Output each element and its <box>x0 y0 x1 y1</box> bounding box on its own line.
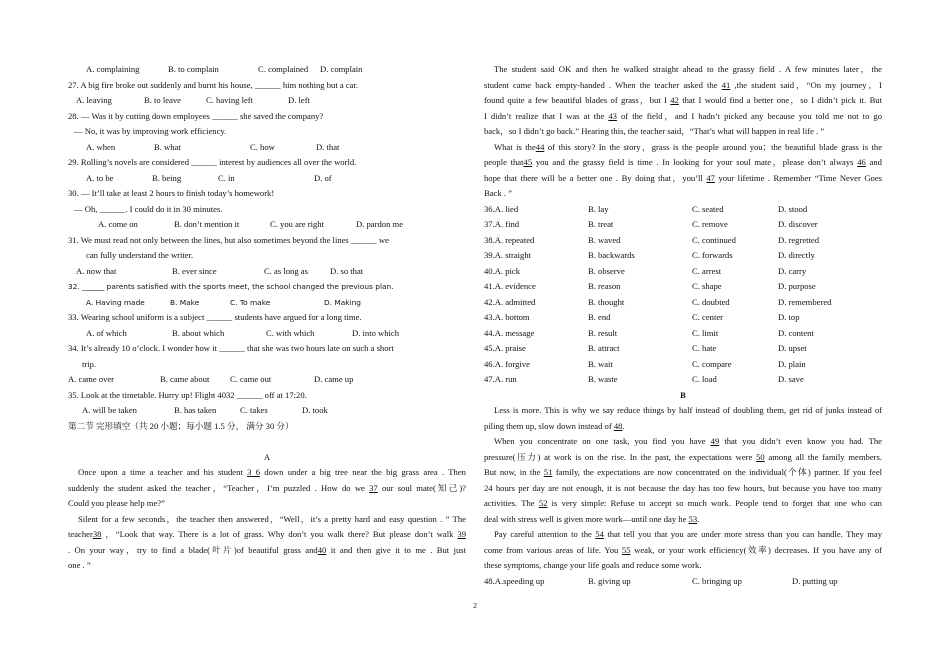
cloze-option: 43.A. bottom <box>484 312 530 322</box>
cloze-option: B. treat <box>588 219 614 229</box>
q35-options: A. will be taken B. has taken C. takes D. took <box>82 405 328 415</box>
cloze-option-row <box>484 326 882 342</box>
cloze-option: B. wait <box>588 358 613 369</box>
cloze-option-row <box>484 248 882 264</box>
cloze-option: B. waved <box>588 234 621 245</box>
q27-options: A. leaving B. to leave C. having left D. left <box>76 95 310 105</box>
cloze-option: 47.A. run <box>484 374 517 384</box>
cloze-option: B. reason <box>588 281 621 291</box>
passage-b-line: When you concentrate on one task, you find you have 49 that you didn’t even know you had. The <box>494 436 882 446</box>
cloze-option: C. arrest <box>692 265 722 276</box>
passage-a-cont-line: student came back empty-handed . When the teacher asked the 41 ,the student said，“On my journey，I <box>484 79 882 90</box>
passage-b-line: piling them up, slow down instead of 48. <box>484 420 625 431</box>
q33-options: A. of which B. about which C. with which D. into which <box>86 327 400 338</box>
passage-b-line: But now, in the 51 family, the expectations are now concentrated on the individual(个体) partner. If you feel <box>484 467 882 477</box>
cloze-option: C. limit <box>692 327 719 338</box>
q34-options: A. came over B. came about C. came out D. came up <box>68 374 354 384</box>
passage-b-line: pressure(压力) at work is on the rise. In the past, the expectations were 50 among all the family members. <box>484 451 882 462</box>
cloze-option: C. shape <box>692 281 722 291</box>
q34-stem: 34. It’s already 10 o’clock. I wonder how it ______ that she was two hours late on such a short <box>68 343 394 353</box>
cloze-option: D. top <box>778 312 800 322</box>
cloze-option-row <box>484 233 882 249</box>
cloze-option: 41.A. evidence <box>484 281 536 291</box>
q26-options: A. complaining B. to complain C. complained D. complain <box>86 64 363 74</box>
q29-stem: 29. Rolling’s novels are considered ______ interest by audiences all over the world. <box>68 157 357 167</box>
cloze-option: B. observe <box>588 265 625 276</box>
q31-cont: can fully understand the writer. <box>86 250 194 260</box>
cloze-option: C. forwards <box>692 250 733 260</box>
cloze-option: 46.A. forgive <box>484 358 530 369</box>
cloze-option: D. carry <box>778 265 807 276</box>
passage-b-line: deal with stress well is given more work—until one day he 53. <box>484 513 700 524</box>
cloze-option: C. hate <box>692 343 717 353</box>
passage-b-line: come from various areas of life. You 55 weak, or your work efficiency(效率) decreases. If you have any of <box>484 544 882 555</box>
q28-reply: — No, it was by improving work efficiency. <box>74 126 227 136</box>
passage-a-line: . On your way，try to find a blade(叶片)of beautiful grass and40 it and then give it to me . But just <box>68 544 466 555</box>
cloze-option-row <box>484 341 882 357</box>
cloze-option: D. regretted <box>778 234 820 245</box>
cloze-option-row <box>484 202 882 218</box>
q35-stem: 35. Look at the timetable. Hurry up! Flight 4032 ______ off at 17:20. <box>68 389 307 400</box>
cloze-option: B. end <box>588 312 611 322</box>
passage-a-cont-line: people that45 you and the grassy field is time . In looking for your soul mate，please don’t always 46 and <box>484 157 882 167</box>
cloze-option: B. backwards <box>588 250 635 260</box>
q31-stem: 31. We must read not only between the lines, but also sometimes beyond the lines ______ we <box>68 234 389 245</box>
cloze-option: 39.A. straight <box>484 250 532 260</box>
cloze-option: C. doubted <box>692 296 730 307</box>
cloze-option: B. waste <box>588 374 618 384</box>
cloze-option: 38.A. repeated <box>484 234 535 245</box>
q28-stem: 28. — Was it by cutting down employees ______ she saved the company? <box>68 110 324 121</box>
cloze-option: C. compare <box>692 358 732 369</box>
q31-options: A. now that B. ever since C. as long as D. so that <box>76 265 364 276</box>
cloze-option: 44.A. message <box>484 327 535 338</box>
passage-a-line: Silent for a few seconds，the teacher then answered，“Well，it’s a pretty hard and easy question . ” The <box>78 513 466 524</box>
cloze-option: C. load <box>692 374 717 384</box>
passage-a-cont-line: back，so I didn’t go back.” Hearing this, the teacher said，“That’s what will happen in real life . ” <box>484 126 825 136</box>
cloze-option-row <box>484 357 882 373</box>
cloze-option-row <box>484 295 882 311</box>
left-column <box>68 62 466 574</box>
cloze-option: C. continued <box>692 234 736 245</box>
cloze-option: B. attract <box>588 343 620 353</box>
right-column <box>484 62 882 589</box>
q32-options: A. Having made B. Make C. To make D. Making <box>86 297 362 307</box>
section-title: 第二节 完形填空（共 20 小题；每小题 1.5 分， 满分 30 分） <box>68 420 294 431</box>
passage-b-line: Pay careful attention to the 54 that tell you that you are under more stress than you can handle. They may <box>494 529 882 539</box>
cloze-options-table <box>484 202 882 388</box>
passage-a-label: A <box>263 451 271 462</box>
cloze-option: D. remembered <box>778 296 832 307</box>
cloze-option: D. save <box>778 374 804 384</box>
cloze-option: D. discover <box>778 219 818 229</box>
q27-stem: 27. A big fire broke out suddenly and burnt his house, ______ him nothing but a car. <box>68 79 359 90</box>
passage-b-label: B <box>680 389 686 400</box>
q48-options: 48.A.speeding up B. giving up C. bringing up D. putting up <box>484 575 838 586</box>
q30-options: A. come on B. don’t mention it C. you are right D. pardon me <box>98 219 404 229</box>
cloze-option-row <box>484 264 882 280</box>
passage-a-cont-line: The student said OK and then he walked straight ahead to the grassy field . A few minutes later，the <box>494 64 882 74</box>
cloze-option: D. upset <box>778 343 807 353</box>
cloze-option: 42.A. admitted <box>484 296 536 307</box>
passage-a-cont-line: Back . ” <box>484 188 512 198</box>
cloze-option-row <box>484 279 882 295</box>
cloze-option: 40.A. pick <box>484 265 521 276</box>
cloze-option: 45.A. praise <box>484 343 526 353</box>
cloze-option: D. stood <box>778 203 808 214</box>
q28-options: A. when B. what C. how D. that <box>86 141 340 152</box>
q34-cont: trip. <box>82 358 97 369</box>
q33-stem: 33. Wearing school uniform is a subject ______ students have argued for a long time. <box>68 312 362 322</box>
passage-b-line: these symptoms, change your life goals and reduce some work. <box>484 560 702 570</box>
cloze-option: C. center <box>692 312 724 322</box>
passage-a-line: Could you please help me?” <box>68 498 165 508</box>
cloze-option: C. seated <box>692 203 724 214</box>
cloze-option: B. thought <box>588 296 625 307</box>
cloze-option: 36.A. lied <box>484 203 519 214</box>
passage-a-cont-line: hope that there will be a better one . By doing that，you’ll 47 your lifetime . Remember “Time Never Goes <box>484 172 882 183</box>
cloze-option-row <box>484 217 882 233</box>
q30-stem: 30. — It’ll take at least 2 hours to finish today’s homework! <box>68 188 275 198</box>
passage-a-line: one . ” <box>68 560 91 570</box>
passage-b-line: Less is more. This is why we say reduce things by half instead of doubling them, get rid of junks instead of <box>494 405 882 415</box>
cloze-option: D. content <box>778 327 814 338</box>
passage-b-line: 24 hours per day are not enough, it is not because the day has too few hours, but because you have too many <box>484 482 882 493</box>
cloze-option: D. plain <box>778 358 806 369</box>
cloze-option: C. remove <box>692 219 728 229</box>
cloze-option: B. lay <box>588 203 609 214</box>
passage-a-cont-line: I didn’t realize that I was at the 43 of the field，and I hadn’t picked any because you told me not to go <box>484 110 882 121</box>
q32-stem: 32. ______ parents satisfied with the sports meet, the school changed the previous plan. <box>68 282 394 291</box>
cloze-option: 37.A. find <box>484 219 520 229</box>
passage-a-line: Once upon a time a teacher and his student 3 6 down under a big tree near the big grass area . Then <box>78 467 466 477</box>
cloze-option: B. result <box>588 327 618 338</box>
passage-a-line: teacher38 ，“Look that way. There is a lot of grass. Why don’t you walk there? But please don’t walk 39 <box>68 529 466 539</box>
passage-a-line: suddenly the student asked the teacher，“Teacher，I’m puzzled . How do we 37 our soul mate(知己)? <box>68 482 466 493</box>
q29-options: A. to be B. being C. in D. of <box>86 172 332 183</box>
cloze-option: D. purpose <box>778 281 816 291</box>
passage-a-cont-line: What is the44 of this story? In the story，grass is the people around you；the beautiful blade grass is the <box>494 141 882 152</box>
page-number: 2 <box>473 601 477 610</box>
passage-a-cont-line: found quite a few beautiful blades of grass，but I 42 that I would find a better one，so I didn’t pick it. But <box>484 95 882 105</box>
q30-reply: — Oh, ______. I could do it in 30 minutes. <box>74 203 223 214</box>
cloze-option-row <box>484 310 882 326</box>
cloze-option: D. directly <box>778 250 815 260</box>
cloze-option-row <box>484 372 882 388</box>
passage-b-line: activities. The 52 is very simple: Refuse to accept so much work. People tend to forget that one who can <box>484 498 882 508</box>
